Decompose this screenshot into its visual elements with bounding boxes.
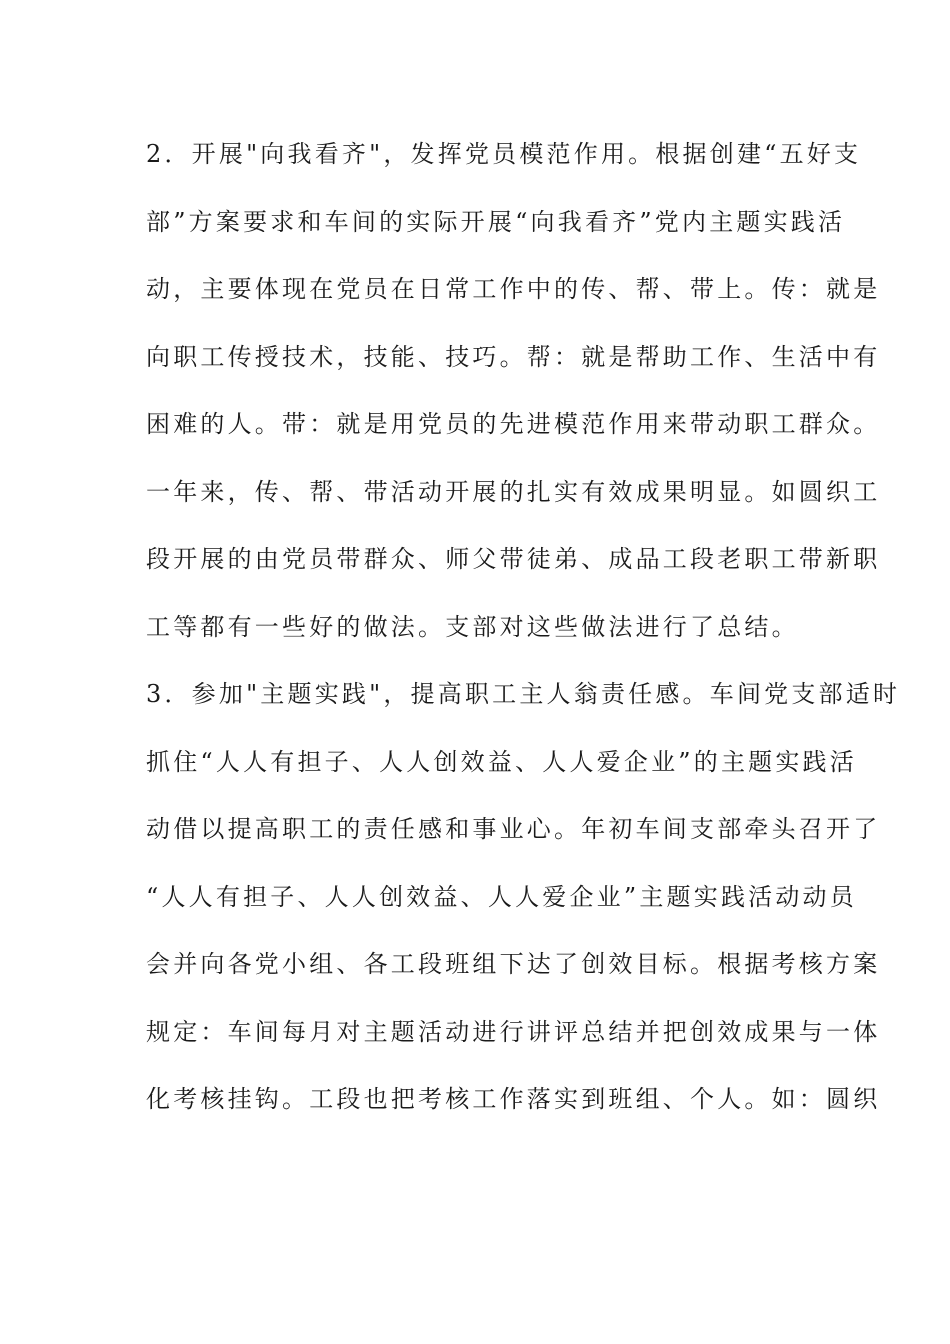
text-line: 段开展的由党员带群众、师父带徒弟、成品工段老职工带新职 (146, 545, 881, 573)
body-text (146, 128, 901, 1141)
text-line: 抓住“人人有担子、人人创效益、人人爱企业”的主题实践活 (146, 747, 857, 776)
text-line: 化考核挂钩。工段也把考核工作落实到班组、个人。如：圆织 (146, 1085, 881, 1113)
text-line: 规定：车间每月对主题活动进行讲评总结并把创效成果与一体 (146, 1017, 881, 1046)
text-line: 工等都有一些好的做法。支部对这些做法进行了总结。 (146, 612, 799, 641)
text-line: 一年来，传、帮、带活动开展的扎实有效成果明显。如圆织工 (146, 477, 881, 506)
text-line: 2．开展"向我看齐"，发挥党员模范作用。根据创建“五好支 (146, 140, 862, 168)
text-line: 会并向各党小组、各工段班组下达了创效目标。根据考核方案 (146, 950, 881, 978)
text-line: 困难的人。带：就是用党员的先进模范作用来带动职工群众。 (146, 410, 881, 438)
text-line: 3．参加"主题实践"，提高职工主人翁责任感。车间党支部适时 (146, 680, 901, 708)
text-line: 部”方案要求和车间的实际开展“向我看齐”党内主题实践活 (146, 207, 846, 236)
text-line: “人人有担子、人人创效益、人人爱企业”主题实践活动动员 (146, 882, 857, 911)
text-line: 动，主要体现在党员在日常工作中的传、帮、带上。传：就是 (146, 275, 881, 303)
text-line: 动借以提高职工的责任感和事业心。年初车间支部牵头召开了 (146, 815, 881, 843)
text-line: 向职工传授技术，技能、技巧。帮：就是帮助工作、生活中有 (146, 342, 881, 371)
